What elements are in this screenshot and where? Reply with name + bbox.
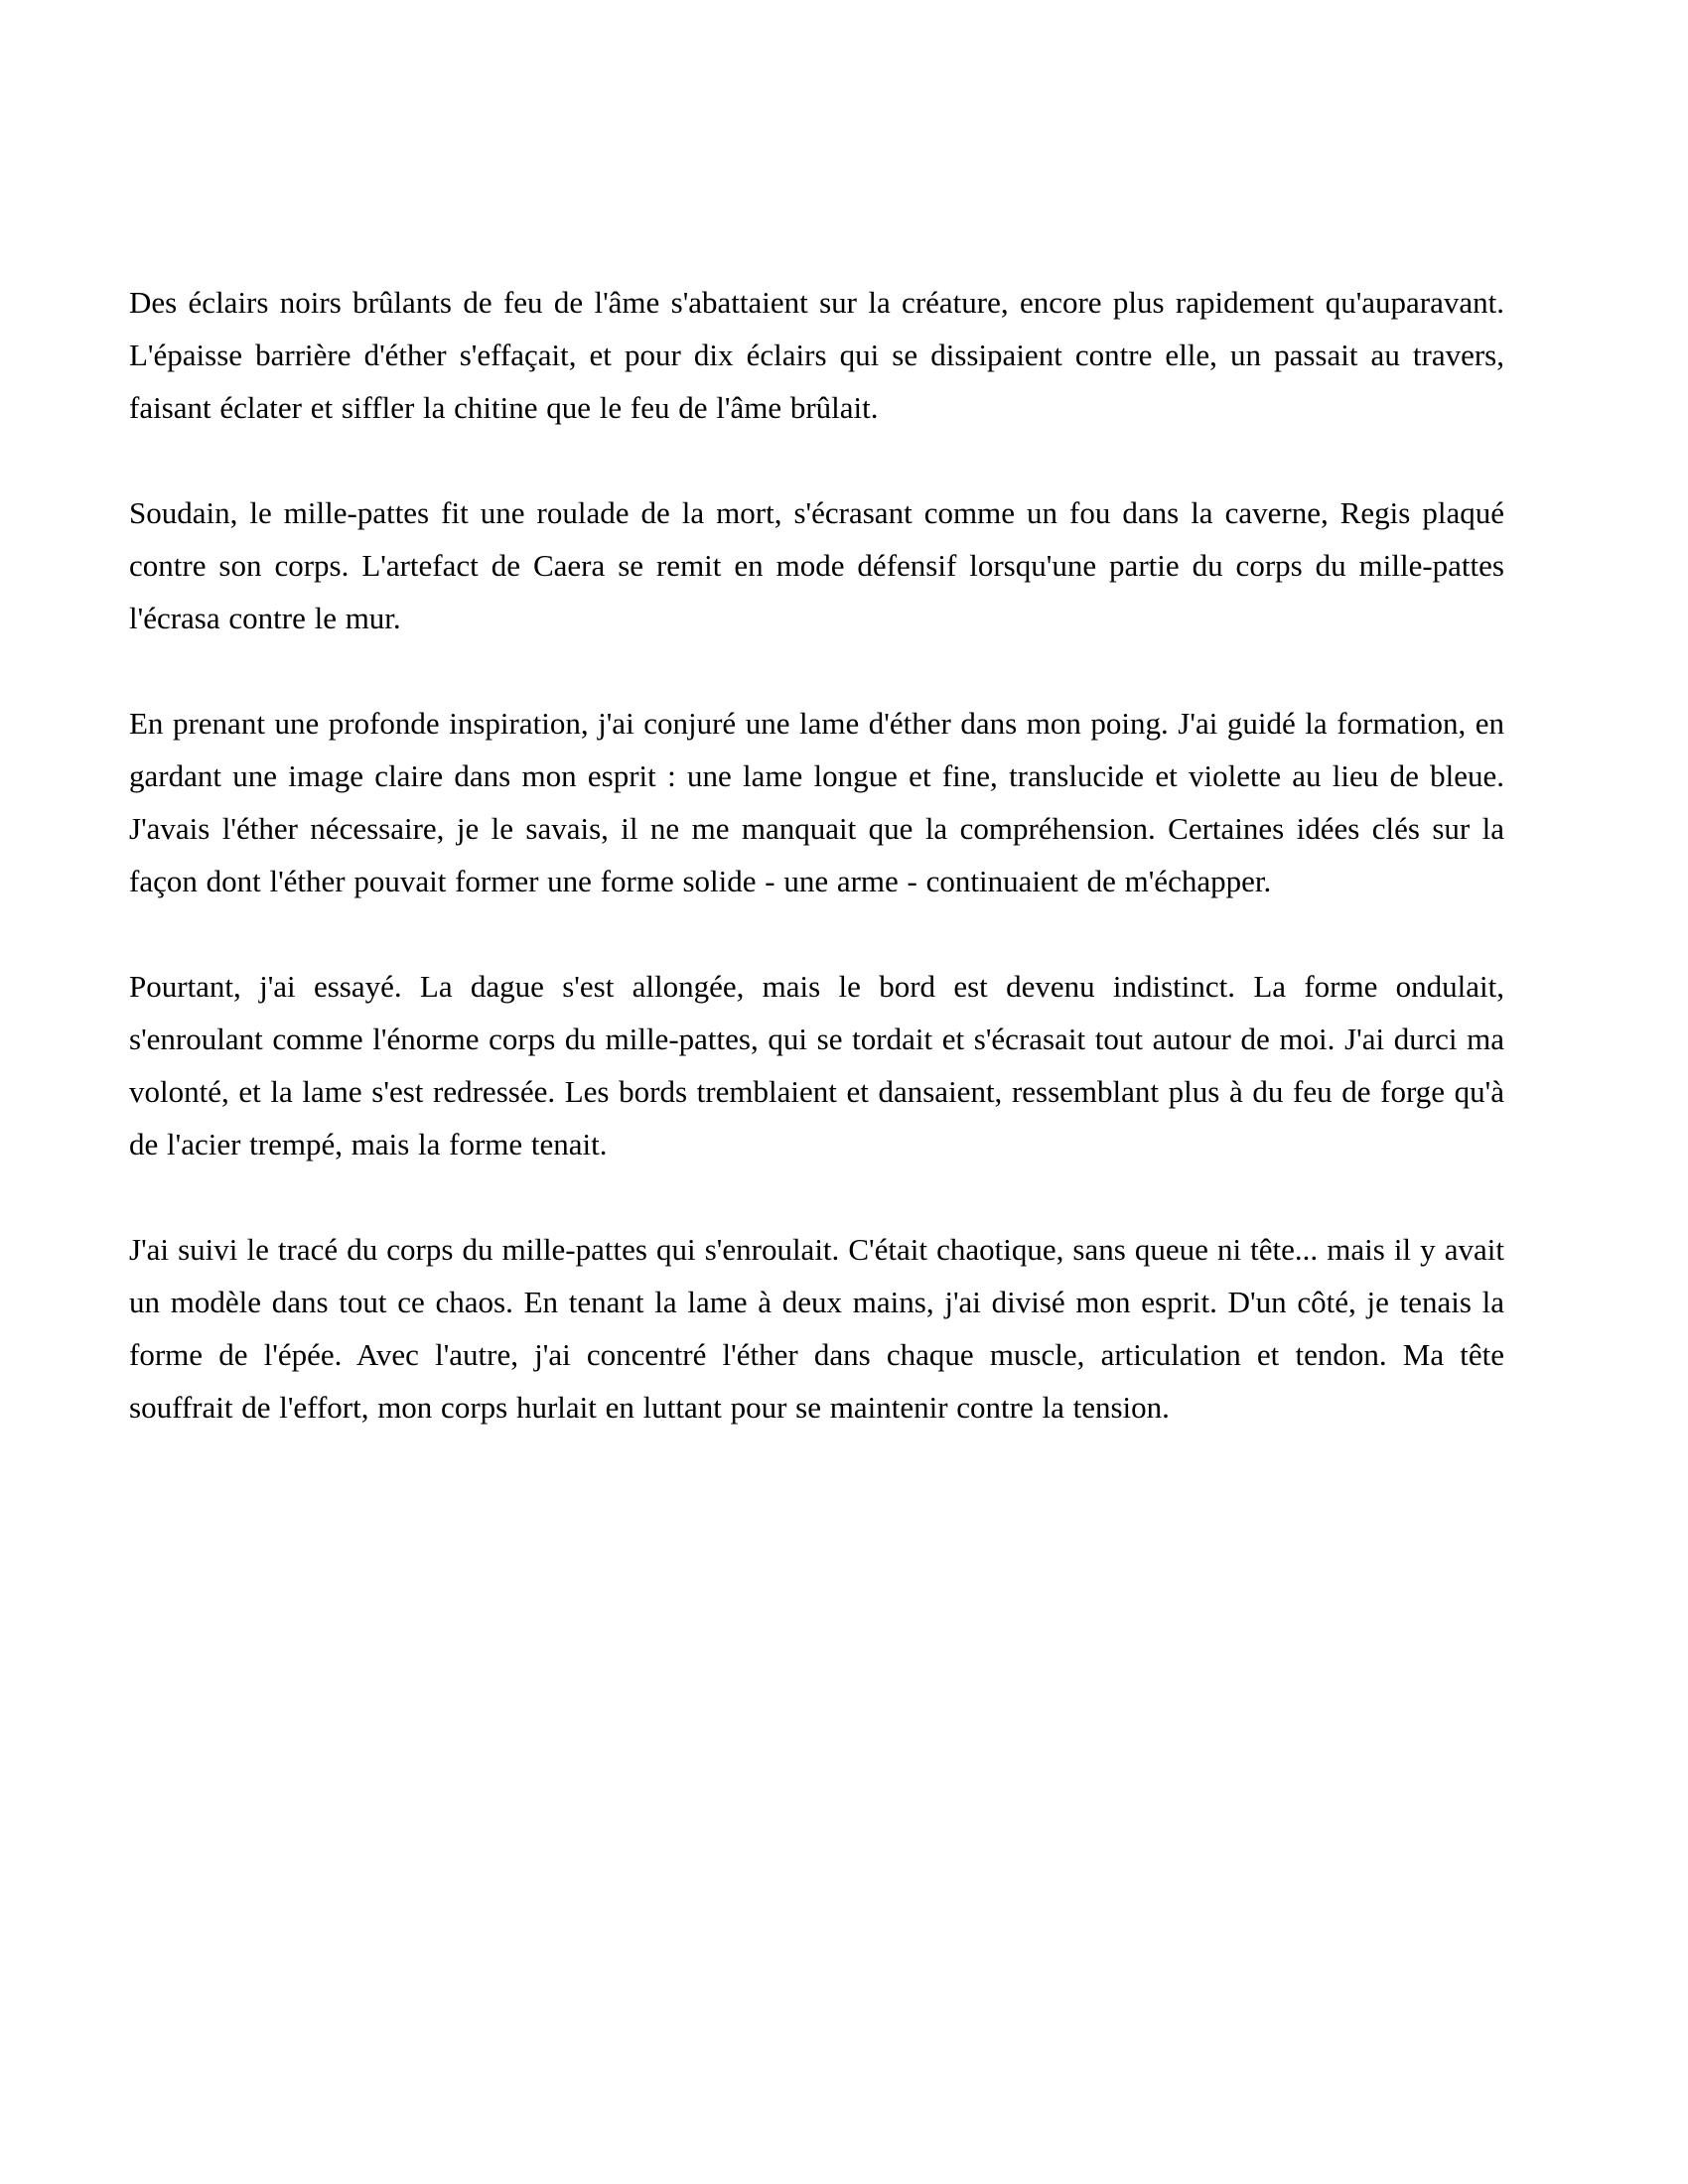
document-page	[129, 276, 1504, 1433]
paragraph: Soudain, le mille-pattes fit une roulade de la mort, s'écrasant comme un fou dans la caverne, Regis plaqué contre son corps. L'artefact de Caera se remit en mode défensif lorsqu'une partie du corps du mille-pattes l'écrasa contre le mur.	[129, 495, 1504, 635]
paragraph: En prenant une profonde inspiration, j'ai conjuré une lame d'éther dans mon poing. J'ai guidé la formation, en gardant une image claire dans mon esprit : une lame longue et fine, translucide et violette au lieu de bleue. J'avais l'éther nécessaire, je le savais, il ne me manquait que la compréhension. Certaines idées clés sur la façon dont l'éther pouvait former une forme solide - une arme - continuaient de m'échapper.	[129, 706, 1504, 898]
paragraph: Des éclairs noirs brûlants de feu de l'âme s'abattaient sur la créature, encore plus rapidement qu'auparavant. L'épaisse barrière d'éther s'effaçait, et pour dix éclairs qui se dissipaient contre elle, un passait au travers, faisant éclater et siffler la chitine que le feu de l'âme brûlait.	[129, 285, 1504, 425]
paragraph: J'ai suivi le tracé du corps du mille-pattes qui s'enroulait. C'était chaotique, sans queue ni tête... mais il y avait un modèle dans tout ce chaos. En tenant la lame à deux mains, j'ai divisé mon esprit. D'un côté, je tenais la forme de l'épée. Avec l'autre, j'ai concentré l'éther dans chaque muscle, articulation et tendon. Ma tête souffrait de l'effort, mon corps hurlait en luttant pour se maintenir contre la tension.	[129, 1232, 1504, 1425]
paragraph: Pourtant, j'ai essayé. La dague s'est allongée, mais le bord est devenu indistinct. La forme ondulait, s'enroulant comme l'énorme corps du mille-pattes, qui se tordait et s'écrasait tout autour de moi. J'ai durci ma volonté, et la lame s'est redressée. Les bords tremblaient et dansaient, ressemblant plus à du feu de forge qu'à de l'acier trempé, mais la forme tenait.	[129, 969, 1504, 1161]
